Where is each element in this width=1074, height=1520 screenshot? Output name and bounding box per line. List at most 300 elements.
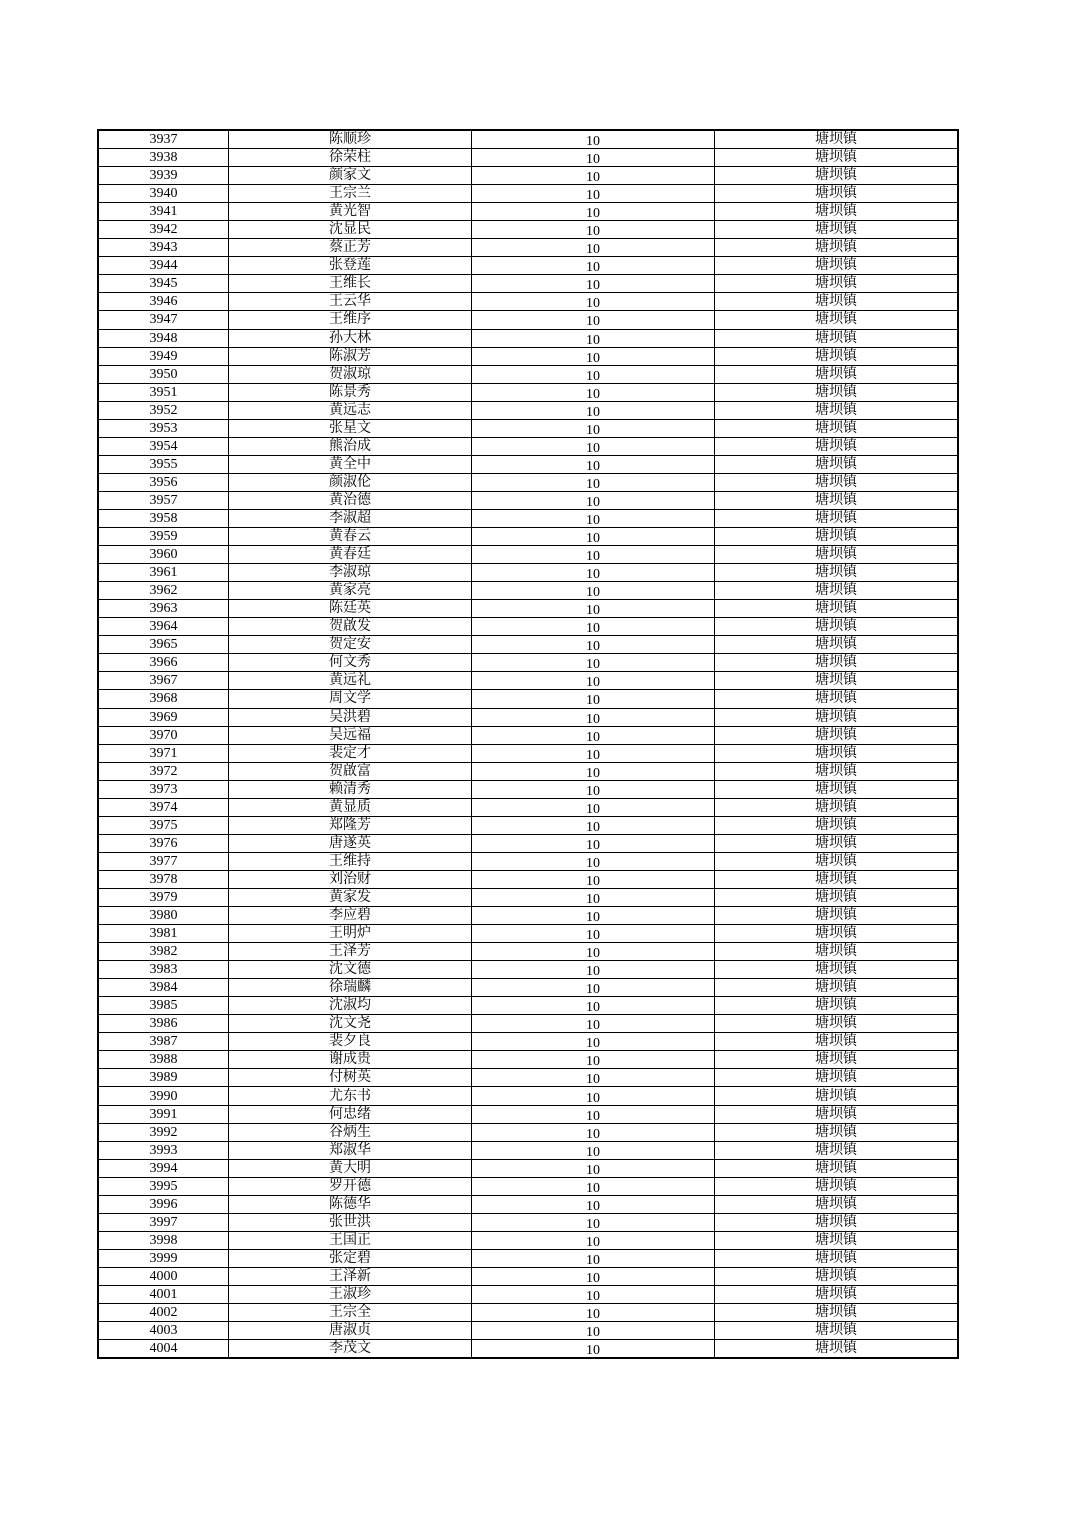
amount-value: 10 [586, 531, 600, 546]
serial-number-cell: 4002 [98, 1304, 229, 1322]
person-name-cell: 周文学 [229, 690, 472, 708]
table-row [98, 528, 958, 546]
town-cell: 塘坝镇 [715, 203, 959, 221]
serial-number-cell: 3955 [98, 455, 229, 473]
amount-cell [472, 473, 715, 491]
table-row [98, 275, 958, 293]
amount-cell [472, 528, 715, 546]
town-cell: 塘坝镇 [715, 257, 959, 275]
amount-value: 10 [586, 729, 600, 745]
amount-value: 10 [586, 964, 600, 979]
serial-number-cell: 3949 [98, 347, 229, 365]
serial-number-cell: 3993 [98, 1141, 229, 1159]
serial-number-cell: 3963 [98, 600, 229, 618]
amount-cell [472, 383, 715, 401]
table-row [98, 1087, 958, 1105]
person-name-cell: 王淑珍 [229, 1286, 472, 1304]
table-row [98, 185, 958, 203]
amount-value: 10 [586, 314, 600, 330]
serial-number-cell: 3980 [98, 907, 229, 925]
table-row [98, 690, 958, 708]
amount-value: 10 [586, 278, 600, 293]
amount-cell [472, 672, 715, 690]
person-name-cell: 黄治德 [229, 491, 472, 509]
serial-number-cell: 3976 [98, 834, 229, 852]
amount-value: 10 [586, 1126, 600, 1142]
person-name-cell: 黄春云 [229, 528, 472, 546]
serial-number-cell: 3994 [98, 1159, 229, 1177]
amount-cell [472, 925, 715, 943]
table-row [98, 1322, 958, 1340]
person-name-cell: 沈显民 [229, 221, 472, 239]
amount-value: 10 [586, 549, 600, 564]
town-cell: 塘坝镇 [715, 275, 959, 293]
serial-number-cell: 3957 [98, 491, 229, 509]
table-row [98, 925, 958, 943]
person-name-cell: 付树英 [229, 1069, 472, 1087]
table-row [98, 419, 958, 437]
amount-value: 10 [586, 206, 600, 221]
amount-cell [472, 1267, 715, 1285]
amount-value: 10 [586, 1234, 600, 1250]
amount-cell [472, 943, 715, 961]
serial-number-cell: 3954 [98, 437, 229, 455]
table-row [98, 961, 958, 979]
person-name-cell: 徐荣柱 [229, 149, 472, 167]
serial-number-cell: 4001 [98, 1286, 229, 1304]
town-cell: 塘坝镇 [715, 473, 959, 491]
table-row [98, 888, 958, 906]
town-cell: 塘坝镇 [715, 816, 959, 834]
amount-value: 10 [586, 242, 600, 257]
table-row [98, 1249, 958, 1267]
amount-cell [472, 203, 715, 221]
person-name-cell: 王泽芳 [229, 943, 472, 961]
table-row [98, 365, 958, 383]
amount-value: 10 [586, 783, 600, 799]
table-row [98, 979, 958, 997]
amount-value: 10 [586, 458, 600, 474]
town-cell: 塘坝镇 [715, 1033, 959, 1051]
table-row [98, 1340, 958, 1359]
town-cell: 塘坝镇 [715, 383, 959, 401]
serial-number-cell: 3944 [98, 257, 229, 275]
serial-number-cell: 3977 [98, 852, 229, 870]
serial-number-cell: 3942 [98, 221, 229, 239]
amount-cell [472, 1304, 715, 1322]
town-cell: 塘坝镇 [715, 780, 959, 798]
amount-value: 10 [586, 1108, 600, 1124]
amount-cell [472, 762, 715, 780]
amount-value: 10 [586, 404, 600, 420]
person-name-cell: 颜淑伦 [229, 473, 472, 491]
amount-cell [472, 329, 715, 347]
serial-number-cell: 3985 [98, 997, 229, 1015]
amount-value: 10 [586, 1343, 600, 1359]
serial-number-cell: 4004 [98, 1340, 229, 1359]
town-cell: 塘坝镇 [715, 455, 959, 473]
amount-cell [472, 1340, 715, 1359]
amount-cell [472, 185, 715, 203]
amount-cell [472, 167, 715, 185]
amount-cell [472, 708, 715, 726]
amount-cell [472, 509, 715, 527]
person-name-cell: 吴洪碧 [229, 708, 472, 726]
serial-number-cell: 3991 [98, 1105, 229, 1123]
town-cell: 塘坝镇 [715, 888, 959, 906]
table-row [98, 401, 958, 419]
serial-number-cell: 3983 [98, 961, 229, 979]
table-row [98, 509, 958, 527]
amount-cell [472, 654, 715, 672]
person-name-cell: 王维序 [229, 311, 472, 329]
town-cell: 塘坝镇 [715, 1304, 959, 1322]
town-cell: 塘坝镇 [715, 1159, 959, 1177]
serial-number-cell: 3967 [98, 672, 229, 690]
amount-cell [472, 618, 715, 636]
table-row [98, 311, 958, 329]
person-name-cell: 李淑超 [229, 509, 472, 527]
town-cell: 塘坝镇 [715, 1069, 959, 1087]
amount-value: 10 [586, 1289, 600, 1304]
person-name-cell: 黄家发 [229, 888, 472, 906]
serial-number-cell: 3952 [98, 401, 229, 419]
serial-number-cell: 3970 [98, 726, 229, 744]
table-row [98, 708, 958, 726]
amount-value: 10 [586, 1054, 600, 1069]
amount-value: 10 [586, 675, 600, 690]
town-cell: 塘坝镇 [715, 1231, 959, 1249]
amount-cell [472, 582, 715, 600]
amount-cell [472, 1177, 715, 1195]
town-cell: 塘坝镇 [715, 528, 959, 546]
person-name-cell: 沈文德 [229, 961, 472, 979]
person-name-cell: 张星文 [229, 419, 472, 437]
serial-number-cell: 3961 [98, 564, 229, 582]
table-row [98, 997, 958, 1015]
amount-cell [472, 1249, 715, 1267]
amount-cell [472, 1231, 715, 1249]
person-name-cell: 黄远志 [229, 401, 472, 419]
person-name-cell: 黄家亮 [229, 582, 472, 600]
table-row [98, 1069, 958, 1087]
amount-cell [472, 816, 715, 834]
person-name-cell: 何文秀 [229, 654, 472, 672]
amount-cell [472, 455, 715, 473]
amount-cell [472, 888, 715, 906]
table-row [98, 600, 958, 618]
amount-cell [472, 347, 715, 365]
person-name-cell: 黄大明 [229, 1159, 472, 1177]
amount-cell [472, 546, 715, 564]
table-row [98, 1033, 958, 1051]
person-name-cell: 陈景秀 [229, 383, 472, 401]
amount-cell [472, 1322, 715, 1340]
serial-number-cell: 3960 [98, 546, 229, 564]
town-cell: 塘坝镇 [715, 1213, 959, 1231]
amount-value: 10 [586, 476, 600, 492]
amount-cell [472, 690, 715, 708]
serial-number-cell: 3975 [98, 816, 229, 834]
table-row [98, 834, 958, 852]
town-cell: 塘坝镇 [715, 961, 959, 979]
amount-cell [472, 961, 715, 979]
town-cell: 塘坝镇 [715, 185, 959, 203]
amount-value: 10 [586, 386, 600, 402]
person-name-cell: 李淑琼 [229, 564, 472, 582]
serial-number-cell: 3997 [98, 1213, 229, 1231]
amount-cell [472, 401, 715, 419]
amount-value: 10 [586, 1216, 600, 1232]
table-row [98, 329, 958, 347]
town-cell: 塘坝镇 [715, 907, 959, 925]
serial-number-cell: 3971 [98, 744, 229, 762]
serial-number-cell: 3962 [98, 582, 229, 600]
amount-cell [472, 1015, 715, 1033]
amount-cell [472, 1069, 715, 1087]
person-name-cell: 黄光智 [229, 203, 472, 221]
table-row [98, 257, 958, 275]
person-name-cell: 黄春廷 [229, 546, 472, 564]
serial-number-cell: 3943 [98, 239, 229, 257]
town-cell: 塘坝镇 [715, 293, 959, 311]
person-name-cell: 唐遂英 [229, 834, 472, 852]
table-row [98, 1051, 958, 1069]
amount-cell [472, 780, 715, 798]
town-cell: 塘坝镇 [715, 672, 959, 690]
person-name-cell: 王宗兰 [229, 185, 472, 203]
amount-value: 10 [586, 693, 600, 708]
person-name-cell: 唐淑贞 [229, 1322, 472, 1340]
person-name-cell: 徐瑞麟 [229, 979, 472, 997]
table-row [98, 383, 958, 401]
amount-cell [472, 600, 715, 618]
amount-value: 10 [586, 639, 600, 654]
table-row [98, 1231, 958, 1249]
serial-number-cell: 3947 [98, 311, 229, 329]
town-cell: 塘坝镇 [715, 979, 959, 997]
amount-value: 10 [586, 1000, 600, 1015]
table-row [98, 1105, 958, 1123]
amount-cell [472, 437, 715, 455]
amount-value: 10 [586, 368, 600, 384]
table-row [98, 816, 958, 834]
amount-value: 10 [586, 260, 600, 275]
table-row [98, 347, 958, 365]
amount-value: 10 [586, 837, 600, 853]
data-table [97, 129, 959, 1359]
serial-number-cell: 3979 [98, 888, 229, 906]
person-name-cell: 李茂文 [229, 1340, 472, 1359]
amount-value: 10 [586, 513, 600, 528]
amount-value: 10 [586, 1252, 600, 1268]
amount-cell [472, 1159, 715, 1177]
serial-number-cell: 3959 [98, 528, 229, 546]
table-row [98, 437, 958, 455]
amount-value: 10 [586, 422, 600, 438]
serial-number-cell: 3940 [98, 185, 229, 203]
town-cell: 塘坝镇 [715, 149, 959, 167]
amount-cell [472, 1087, 715, 1105]
town-cell: 塘坝镇 [715, 491, 959, 509]
serial-number-cell: 3981 [98, 925, 229, 943]
person-name-cell: 李应碧 [229, 907, 472, 925]
table-row [98, 1159, 958, 1177]
town-cell: 塘坝镇 [715, 1051, 959, 1069]
table-row [98, 744, 958, 762]
table-row [98, 546, 958, 564]
table-row [98, 636, 958, 654]
serial-number-cell: 3992 [98, 1123, 229, 1141]
amount-cell [472, 1051, 715, 1069]
amount-value: 10 [586, 855, 600, 871]
serial-number-cell: 3946 [98, 293, 229, 311]
table-row [98, 1286, 958, 1304]
amount-value: 10 [586, 982, 600, 997]
amount-value: 10 [586, 711, 600, 727]
table-row [98, 672, 958, 690]
amount-value: 10 [586, 494, 600, 510]
serial-number-cell: 3998 [98, 1231, 229, 1249]
table-row [98, 1015, 958, 1033]
person-name-cell: 贺啟发 [229, 618, 472, 636]
town-cell: 塘坝镇 [715, 600, 959, 618]
amount-value: 10 [586, 1325, 600, 1340]
town-cell: 塘坝镇 [715, 636, 959, 654]
amount-value: 10 [586, 1162, 600, 1178]
town-cell: 塘坝镇 [715, 690, 959, 708]
town-cell: 塘坝镇 [715, 654, 959, 672]
amount-cell [472, 419, 715, 437]
serial-number-cell: 3996 [98, 1195, 229, 1213]
amount-value: 10 [586, 188, 600, 203]
amount-cell [472, 1105, 715, 1123]
amount-cell [472, 636, 715, 654]
serial-number-cell: 3937 [98, 130, 229, 149]
amount-cell [472, 1213, 715, 1231]
amount-value: 10 [586, 350, 600, 366]
serial-number-cell: 3973 [98, 780, 229, 798]
amount-value: 10 [586, 873, 600, 889]
person-name-cell: 谷炳生 [229, 1123, 472, 1141]
serial-number-cell: 3984 [98, 979, 229, 997]
person-name-cell: 熊治成 [229, 437, 472, 455]
table-row [98, 203, 958, 221]
amount-value: 10 [586, 1198, 600, 1214]
town-cell: 塘坝镇 [715, 798, 959, 816]
person-name-cell: 赖清秀 [229, 780, 472, 798]
person-name-cell: 王云华 [229, 293, 472, 311]
person-name-cell: 郑淑华 [229, 1141, 472, 1159]
amount-cell [472, 365, 715, 383]
town-cell: 塘坝镇 [715, 1141, 959, 1159]
person-name-cell: 黄远礼 [229, 672, 472, 690]
serial-number-cell: 3951 [98, 383, 229, 401]
town-cell: 塘坝镇 [715, 997, 959, 1015]
person-name-cell: 吴远福 [229, 726, 472, 744]
town-cell: 塘坝镇 [715, 365, 959, 383]
town-cell: 塘坝镇 [715, 1249, 959, 1267]
amount-value: 10 [586, 152, 600, 167]
amount-value: 10 [586, 1270, 600, 1286]
amount-value: 10 [586, 1018, 600, 1033]
amount-value: 10 [586, 801, 600, 817]
amount-value: 10 [586, 440, 600, 456]
table-row [98, 1267, 958, 1285]
table-row [98, 1304, 958, 1322]
person-name-cell: 陈顺珍 [229, 130, 472, 149]
person-name-cell: 颜家文 [229, 167, 472, 185]
town-cell: 塘坝镇 [715, 347, 959, 365]
amount-cell [472, 798, 715, 816]
person-name-cell: 王宗全 [229, 1304, 472, 1322]
serial-number-cell: 3982 [98, 943, 229, 961]
serial-number-cell: 3945 [98, 275, 229, 293]
serial-number-cell: 3987 [98, 1033, 229, 1051]
amount-cell [472, 997, 715, 1015]
serial-number-cell: 3989 [98, 1069, 229, 1087]
table-row [98, 491, 958, 509]
table-row [98, 943, 958, 961]
person-name-cell: 贺定安 [229, 636, 472, 654]
table-row [98, 564, 958, 582]
person-name-cell: 谢成贵 [229, 1051, 472, 1069]
amount-value: 10 [586, 621, 600, 636]
table-row [98, 618, 958, 636]
table-row [98, 852, 958, 870]
town-cell: 塘坝镇 [715, 1123, 959, 1141]
table-body [98, 130, 958, 1358]
table-row [98, 1123, 958, 1141]
amount-cell [472, 239, 715, 257]
amount-cell [472, 1286, 715, 1304]
amount-cell [472, 907, 715, 925]
amount-value: 10 [586, 585, 600, 600]
town-cell: 塘坝镇 [715, 239, 959, 257]
amount-value: 10 [586, 819, 600, 835]
serial-number-cell: 3969 [98, 708, 229, 726]
person-name-cell: 何忠绪 [229, 1105, 472, 1123]
town-cell: 塘坝镇 [715, 546, 959, 564]
town-cell: 塘坝镇 [715, 437, 959, 455]
person-name-cell: 王维持 [229, 852, 472, 870]
serial-number-cell: 3965 [98, 636, 229, 654]
person-name-cell: 陈淑芳 [229, 347, 472, 365]
person-name-cell: 黄全中 [229, 455, 472, 473]
amount-value: 10 [586, 1307, 600, 1322]
table-row [98, 907, 958, 925]
serial-number-cell: 4000 [98, 1267, 229, 1285]
amount-value: 10 [586, 1090, 600, 1106]
amount-cell [472, 1195, 715, 1213]
table-row [98, 798, 958, 816]
town-cell: 塘坝镇 [715, 419, 959, 437]
amount-cell [472, 564, 715, 582]
person-name-cell: 裴夕良 [229, 1033, 472, 1051]
amount-cell [472, 852, 715, 870]
table-row [98, 1141, 958, 1159]
town-cell: 塘坝镇 [715, 582, 959, 600]
amount-cell [472, 1141, 715, 1159]
person-name-cell: 刘治财 [229, 870, 472, 888]
amount-value: 10 [586, 224, 600, 239]
amount-cell [472, 149, 715, 167]
table-row [98, 221, 958, 239]
town-cell: 塘坝镇 [715, 852, 959, 870]
town-cell: 塘坝镇 [715, 925, 959, 943]
amount-value: 10 [586, 332, 600, 348]
serial-number-cell: 3968 [98, 690, 229, 708]
